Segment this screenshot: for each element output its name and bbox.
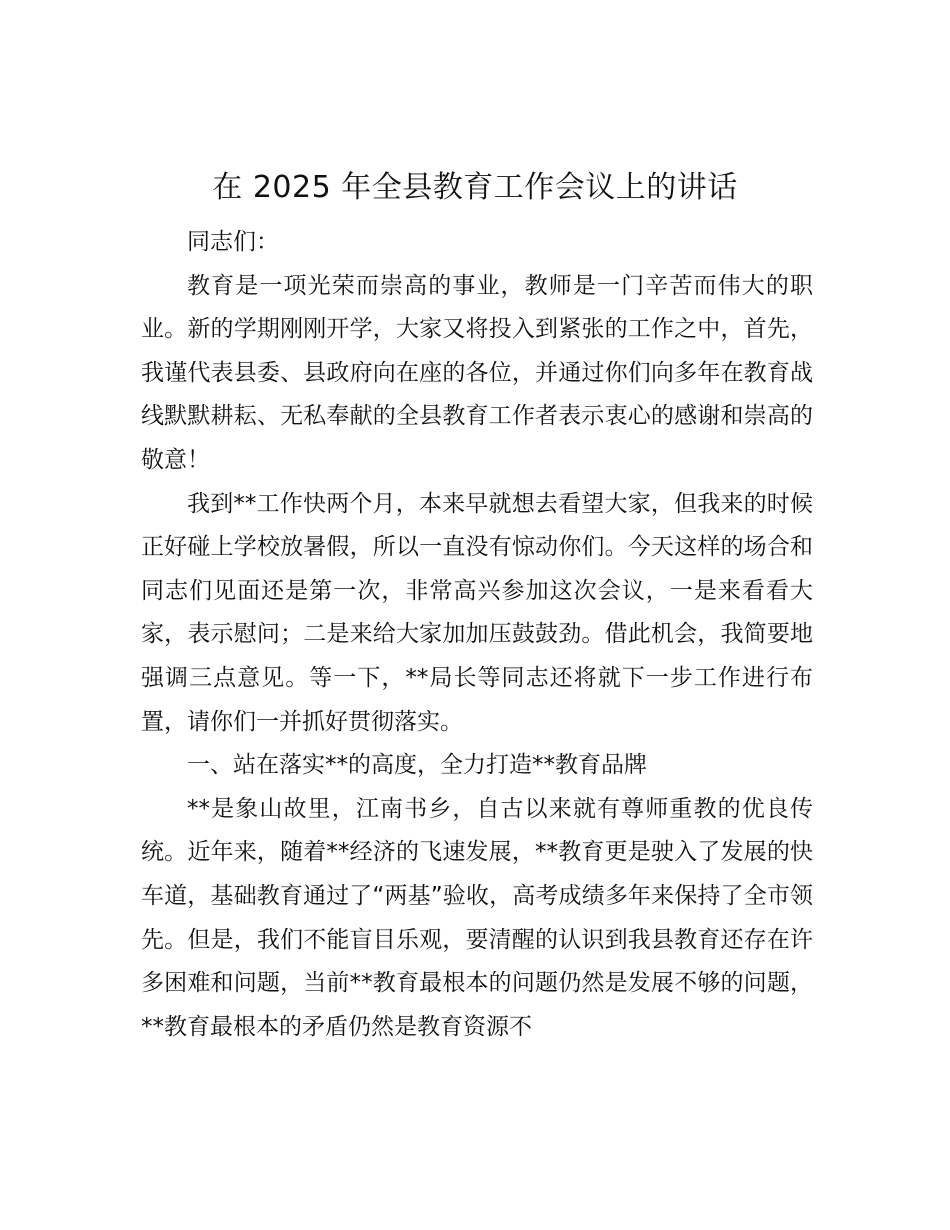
paragraph-introduction: 我到**工作快两个月，本来早就想去看望大家，但我来的时候正好碰上学校放暑假，所以一直没有惊动你们。今天这样的场合和同志们见面还是第一次，非常高兴参加这次会议，一是来看看大家，表示慰问；二是来给大家加加压鼓鼓劲。借此机会，我简要地强调三点意见。等一下，**局长等同志还将就下一步工作进行布置，请你们一并抓好贯彻落实。	[141, 490, 813, 735]
paragraph-section-1: **是象山故里，江南书乡，自古以来就有尊师重教的优良传统。近年来，随着**经济的飞速发展，**教育更是驶入了发展的快车道，基础教育通过了“两基”验收，高考成绩多年来保持了全市领先。但是，我们不能盲目乐观，要清醒的认识到我县教育还存在许多困难和问题，当前**教育最根本的问题仍然是发展不够的问题，**教育最根本的矛盾仍然是教育资源不	[141, 795, 813, 1040]
document-title: 在 2025 年全县教育工作会议上的讲话	[212, 170, 738, 205]
document-body	[141, 221, 813, 1049]
paragraph-gratitude: 教育是一项光荣而崇高的事业，教师是一门辛苦而伟大的职业。新的学期刚刚开学，大家又将投入到紧张的工作之中，首先，我谨代表县委、县政府向在座的各位，并通过你们向多年在教育战线默默耕耘、无私奉献的全县教育工作者表示衷心的感谢和崇高的敬意！	[141, 272, 813, 473]
section-heading-1: 一、站在落实**的高度，全力打造**教育品牌	[187, 752, 647, 779]
paragraph-greeting: 同志们：	[187, 229, 279, 255]
